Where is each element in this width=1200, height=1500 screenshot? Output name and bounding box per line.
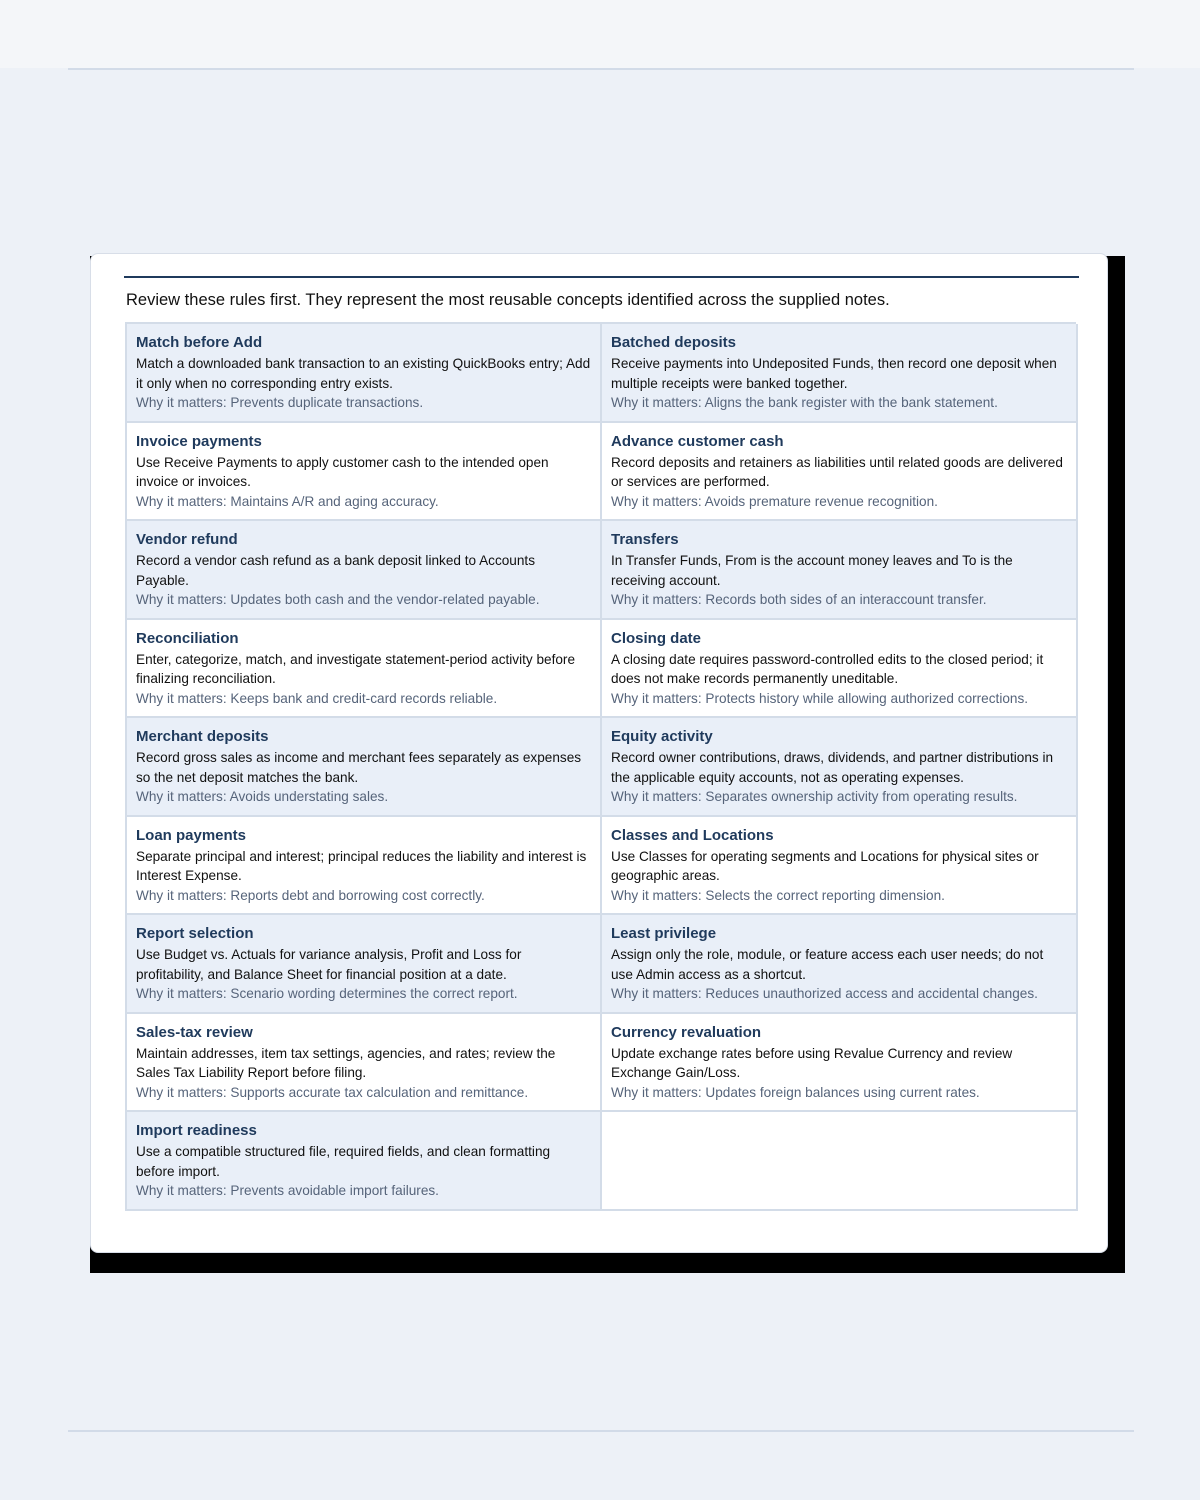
- rule-cell: [602, 718, 1078, 817]
- rule-cell: [127, 817, 602, 916]
- rule-body: Use Receive Payments to apply customer cash to the intended open invoice or invoices.: [136, 454, 549, 489]
- rule-body: Record owner contributions, draws, dividends, and partner distributions in the applicable equity accounts, not as operating expenses.: [611, 750, 1054, 785]
- rule-why: Why it matters: Scenario wording determines the correct report.: [136, 986, 518, 1001]
- rule-cell: [127, 1014, 602, 1113]
- rule-why: Why it matters: Separates ownership activity from operating results.: [611, 789, 1018, 804]
- rule-cell: [127, 324, 602, 423]
- rule-why: Why it matters: Supports accurate tax calculation and remittance.: [136, 1084, 529, 1100]
- rule-cell: [127, 1112, 602, 1211]
- rule-why: Why it matters: Updates both cash and the vendor-related payable.: [136, 592, 540, 607]
- rule-body: Update exchange rates before using Revalue Currency and review Exchange Gain/Loss.: [611, 1045, 1013, 1080]
- rule-cell: [127, 521, 602, 620]
- rule-cell: [602, 521, 1078, 620]
- rule-cell: [127, 423, 602, 522]
- card-header-rule: [124, 276, 1079, 278]
- rule-title: Batched deposits: [611, 334, 737, 351]
- rule-body: Receive payments into Undeposited Funds, then record one deposit when multiple receipts were banked together.: [611, 356, 1057, 391]
- rule-cell: [602, 1014, 1078, 1113]
- rule-body: Record deposits and retainers as liabilities until related goods are delivered or services are performed.: [611, 454, 1063, 489]
- rule-cell: [602, 817, 1078, 916]
- rule-why: Why it matters: Keeps bank and credit-card records reliable.: [136, 690, 498, 706]
- rule-title: Transfers: [611, 531, 679, 548]
- rule-why: Why it matters: Maintains A/R and aging accuracy.: [136, 493, 439, 509]
- rule-body: Use Budget vs. Actuals for variance analysis, Profit and Loss for profitability, and Balance Sheet for financial position at a date.: [136, 947, 522, 982]
- rule-title: Reconciliation: [136, 629, 239, 647]
- rule-title: Loan payments: [136, 826, 247, 844]
- rule-title: Match before Add: [136, 334, 263, 351]
- rule-body: In Transfer Funds, From is the account money leaves and To is the receiving account.: [611, 553, 1013, 588]
- rule-why: Why it matters: Protects history while allowing authorized corrections.: [611, 690, 1029, 706]
- rule-title: Sales-tax review: [136, 1023, 253, 1041]
- rule-why: Why it matters: Selects the correct reporting dimension.: [611, 887, 945, 903]
- rule-title: Vendor refund: [136, 531, 238, 548]
- rule-why: Why it matters: Reduces unauthorized access and accidental changes.: [611, 986, 1038, 1001]
- rule-cell: [602, 423, 1078, 522]
- rule-why: Why it matters: Reports debt and borrowing cost correctly.: [136, 887, 485, 903]
- rules-card: [90, 253, 1108, 1253]
- rule-title: Invoice payments: [136, 432, 262, 450]
- empty-cell: [602, 1112, 1078, 1211]
- rule-why: Why it matters: Aligns the bank register with the bank statement.: [611, 395, 998, 410]
- rule-why: Why it matters: Records both sides of an interaccount transfer.: [611, 592, 987, 607]
- rule-title: Import readiness: [136, 1122, 257, 1139]
- rule-body: Record gross sales as income and merchant fees separately as expenses so the net deposit matches the bank.: [136, 750, 582, 785]
- rule-cell: [127, 718, 602, 817]
- rule-cell: [602, 915, 1078, 1014]
- rule-title: Merchant deposits: [136, 728, 269, 745]
- rule-why: Why it matters: Avoids premature revenue recognition.: [611, 493, 938, 509]
- rule-why: Why it matters: Prevents duplicate transactions.: [136, 395, 424, 410]
- rule-why: Why it matters: Updates foreign balances using current rates.: [611, 1084, 980, 1100]
- rule-body: Enter, categorize, match, and investigate statement-period activity before finalizing reconciliation.: [136, 651, 576, 686]
- rule-cell: [602, 324, 1078, 423]
- rule-title: Currency revaluation: [611, 1023, 762, 1041]
- rule-body: Separate principal and interest; principal reduces the liability and interest is Interest Expense.: [136, 848, 587, 883]
- rule-body: Match a downloaded bank transaction to an existing QuickBooks entry; Add it only when no corresponding entry exists.: [136, 356, 591, 391]
- rule-why: Why it matters: Avoids understating sales.: [136, 789, 389, 804]
- intro-text: Review these rules first. They represent the most reusable concepts identified across the supplied notes.: [126, 291, 890, 309]
- rule-cell: [602, 620, 1078, 719]
- rule-why: Why it matters: Prevents avoidable import failures.: [136, 1183, 439, 1198]
- top-divider: [68, 68, 1134, 70]
- rule-title: Advance customer cash: [611, 432, 784, 450]
- rule-body: Record a vendor cash refund as a bank deposit linked to Accounts Payable.: [136, 553, 535, 588]
- rule-title: Equity activity: [611, 728, 713, 745]
- rule-body: Assign only the role, module, or feature access each user needs; do not use Admin access as a shortcut.: [611, 947, 1044, 982]
- top-band: [0, 0, 1200, 68]
- rule-title: Closing date: [611, 629, 702, 647]
- bottom-divider: [68, 1430, 1134, 1432]
- rule-title: Least privilege: [611, 925, 717, 942]
- rule-cell: [127, 915, 602, 1014]
- rule-cell: [127, 620, 602, 719]
- rule-body: Use a compatible structured file, required fields, and clean formatting before import.: [136, 1144, 551, 1179]
- rule-title: Classes and Locations: [611, 826, 774, 844]
- rule-body: Use Classes for operating segments and Locations for physical sites or geographic areas.: [611, 848, 1039, 883]
- rule-title: Report selection: [136, 925, 254, 942]
- rule-body: Maintain addresses, item tax settings, agencies, and rates; review the Sales Tax Liability Report before filing.: [136, 1045, 556, 1080]
- rules-grid: [125, 322, 1076, 1211]
- rule-body: A closing date requires password-controlled edits to the closed period; it does not make records permanently uneditable.: [611, 651, 1044, 686]
